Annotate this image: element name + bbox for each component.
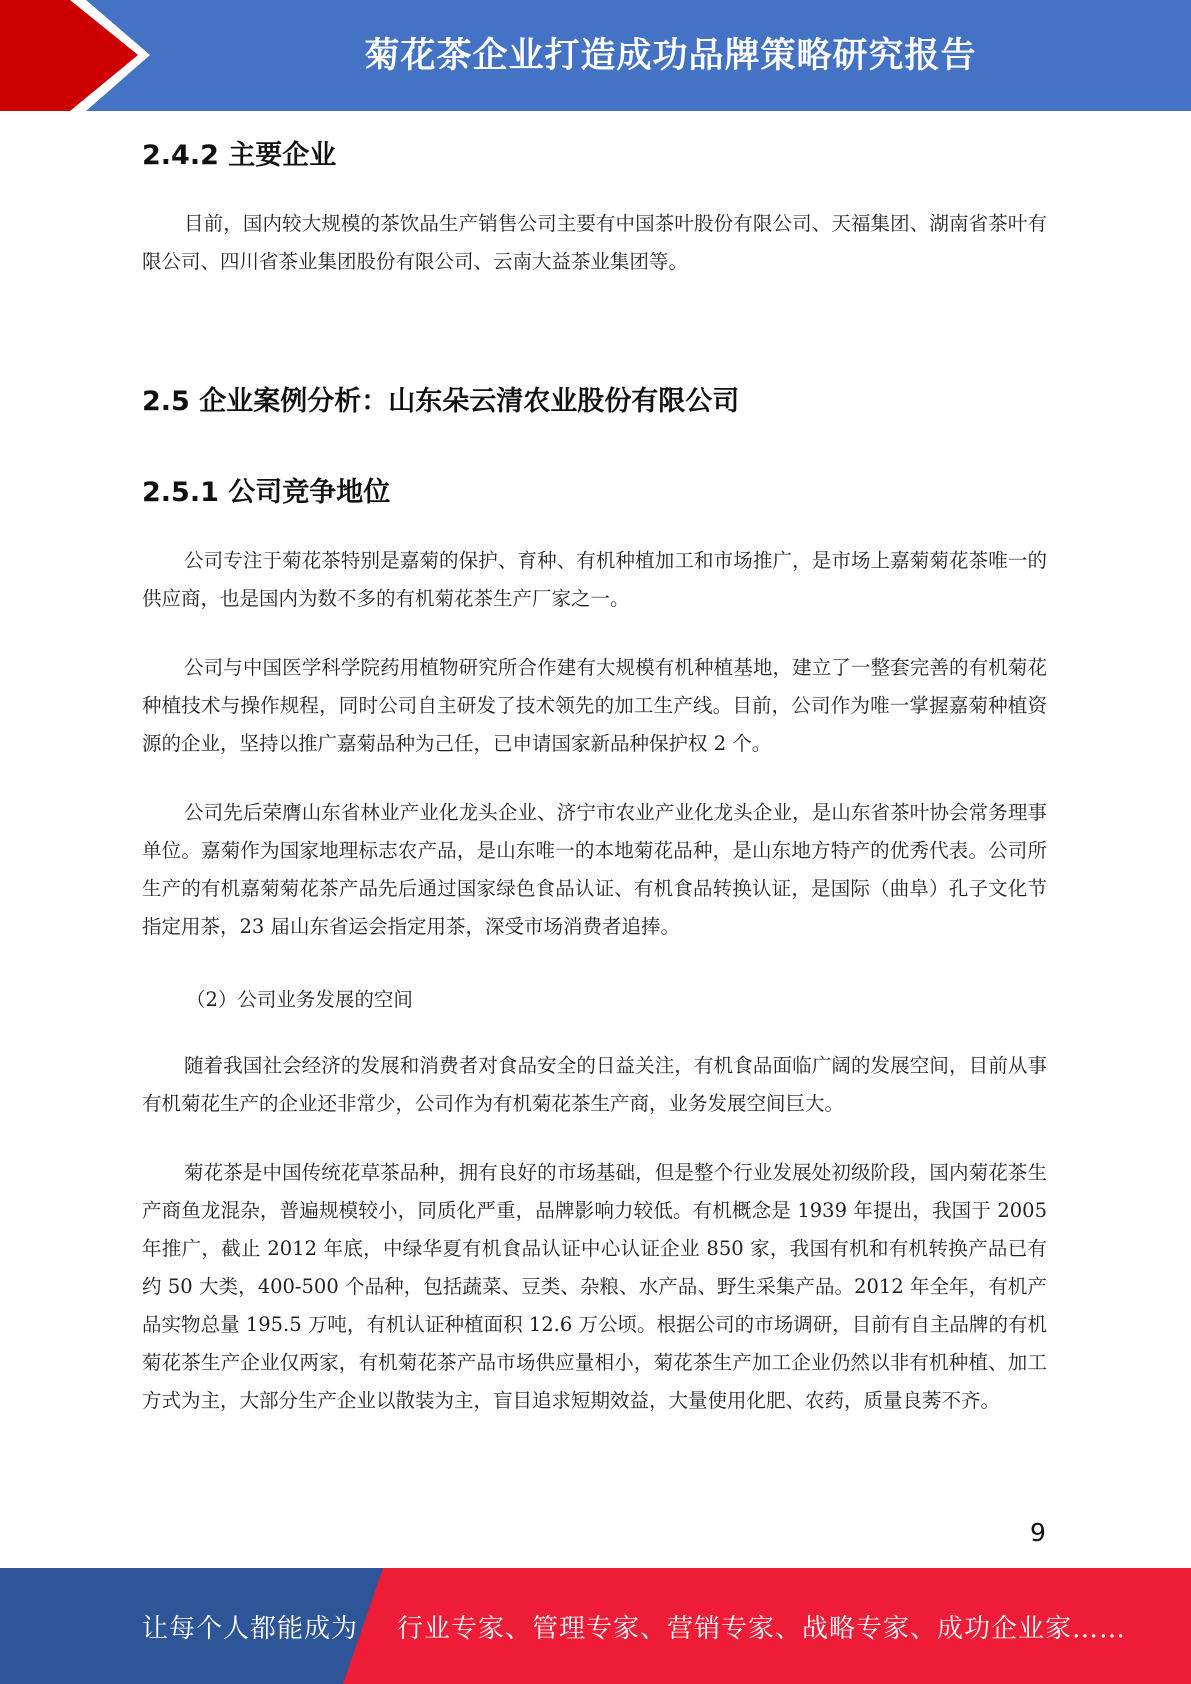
page-number: 9 xyxy=(1030,1518,1046,1547)
document-title: 菊花茶企业打造成功品牌策略研究报告 xyxy=(364,36,977,76)
paragraph: 公司先后荣膺山东省林业产业化龙头企业、济宁市农业产业化龙头企业，是山东省茶叶协会常务理事单位。嘉菊作为国家地理标志农产品，是山东唯一的本地菊花品种，是山东地方特产的优秀代表。公司所生产的有机嘉菊菊花茶产品先后通过国家绿色食品认证、有机食品转换认证，是国际（曲阜）孔子文化节指定用茶，23 届山东省运会指定用茶，深受市场消费者追捧。 xyxy=(142,801,1047,938)
page-header xyxy=(0,0,1191,111)
paragraph: 菊花茶是中国传统花草茶品种，拥有良好的市场基础，但是整个行业发展处初级阶段，国内菊花茶生产商鱼龙混杂，普遍规模较小，同质化严重，品牌影响力较低。有机概念是 1939 年提出，我国于 2005 年推广，截止 2012 年底，中绿华夏有机食品认证中心认证企业 850 家，我国有机和有机转换产品已有约 50 大类，400-500 个品种，包括蔬菜、豆类、杂粮、水产品、野生采集产品。2012 年全年，有机产品实物总量 195.5 万吨，有机认证种植面积 12.6 万公顷。根据公司的市场调研，目前有自主品牌的有机菊花茶生产企业仅两家，有机菊花茶产品市场供应量相小，菊花茶生产加工企业仍然以非有机种植、加工方式为主，大部分生产企业以散装为主，盲目追求短期效益，大量使用化肥、农药，质量良莠不齐。 xyxy=(142,1161,1047,1412)
paragraph: 公司专注于菊花茶特别是嘉菊的保护、育种、有机种植加工和市场推广，是市场上嘉菊菊花茶唯一的供应商，也是国内为数不多的有机菊花茶生产厂家之一。 xyxy=(142,549,1047,610)
subsection-label: （2）公司业务发展的空间 xyxy=(186,988,413,1011)
section-heading-2-4-2: 2.4.2 主要企业 xyxy=(142,140,337,171)
section-heading-2-5-1: 2.5.1 公司竞争地位 xyxy=(142,477,391,508)
page-footer xyxy=(0,1568,1191,1684)
paragraph: 公司与中国医学科学院药用植物研究所合作建有大规模有机种植基地，建立了一整套完善的有机菊花种植技术与操作规程，同时公司自主研发了技术领先的加工生产线。目前，公司作为唯一掌握嘉菊种植资源的企业，坚持以推广嘉菊品种为己任，已申请国家新品种保护权 2 个。 xyxy=(142,656,1047,755)
footer-slogan-left: 让每个人都能成为 xyxy=(142,1614,359,1644)
footer-slogan-right: 行业专家、管理专家、营销专家、战略专家、成功企业家…… xyxy=(397,1614,1127,1644)
paragraph: 随着我国社会经济的发展和消费者对食品安全的日益关注，有机食品面临广阔的发展空间，目前从事有机菊花生产的企业还非常少，公司作为有机菊花茶生产商，业务发展空间巨大。 xyxy=(142,1054,1047,1115)
section-heading-2-5: 2.5 企业案例分析：山东朵云清农业股份有限公司 xyxy=(142,386,740,417)
paragraph: 目前，国内较大规模的茶饮品生产销售公司主要有中国茶叶股份有限公司、天福集团、湖南省茶叶有限公司、四川省茶业集团股份有限公司、云南大益茶业集团等。 xyxy=(142,212,1047,273)
